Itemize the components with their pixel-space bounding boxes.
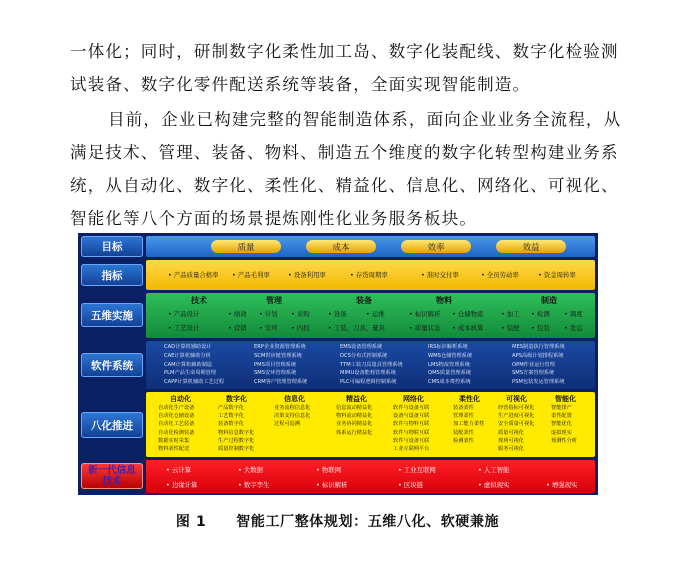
- eight-column: 柔性化 装备柔性 管理柔性 加工能力柔性 装配柔性 检测柔性: [453, 395, 485, 444]
- paragraph-1: [70, 35, 619, 101]
- eight-column: 数字化 产品数字化 工艺数字化 装备数字化 物料信息数字化 生产过程数字化 质量控制数字化: [218, 395, 255, 453]
- tech-item: • 工业互联网: [398, 466, 436, 474]
- five-item: • 绩效: [228, 310, 247, 318]
- row-panel-eight: [146, 392, 595, 457]
- five-item: • 内控: [291, 324, 310, 332]
- five-item: • 工艺设计: [168, 324, 200, 332]
- text-line: 统，从自动化、数字化、柔性化、精益化、信息化、网络化、可视化、: [70, 176, 619, 195]
- row-panel-software: [146, 341, 595, 389]
- caption-text: 智能工厂整体规划：五维八化、软硬兼施: [236, 514, 500, 530]
- row-label-index: 指标: [81, 264, 143, 286]
- software-column: ERP企业资源管理系统 SCM供应链管理系统 PMS项目管理系统 SMS安环管理系统 CRM客户管理管理系统: [254, 344, 308, 386]
- row-label-tech: 新一代信息技术: [81, 463, 143, 489]
- caption-number: 图 1: [175, 514, 207, 530]
- figure-caption: [0, 511, 675, 531]
- tech-item: • 物联网: [316, 466, 341, 474]
- five-item: • 设备: [328, 310, 347, 318]
- row-label-five: 五维实施: [81, 303, 143, 327]
- tech-item: • 云计算: [166, 466, 191, 474]
- tech-item: • 虚拟现实: [478, 481, 510, 489]
- five-group-title: 制造: [541, 296, 557, 305]
- eight-column: 自动化 自动化生产设备 自动化仓储设备 自动化工艺装备 自动化检测装备 数据实时采集 物料柔性配送: [158, 395, 195, 453]
- software-column: CAD计算机辅助设计 CAE计算机辅助分析 CAM计算机辅助制造 PLM产品生命周期管理 CAPP计算机辅助工艺过程: [164, 344, 225, 386]
- smart-factory-figure: [78, 233, 598, 495]
- eight-column: 可视化 经营指标可视化 生产进度可视化 安全质量可视化 质量可视化 现场可视化 服务可视化: [498, 395, 535, 453]
- tech-item: • 人工智能: [478, 466, 510, 474]
- five-item: • 计划: [259, 310, 278, 318]
- software-column: IRS标识解析系统 WMS仓储管理系统 LMS物流管理系统 QMS质量管理系统 CMS成本费控系统: [428, 344, 473, 386]
- row-label-eight: 八化推进: [81, 412, 143, 438]
- row-label-goal: 目标: [81, 236, 143, 257]
- software-column: MES制造执行管理系统 APS高级计划排程系统 OPM作业运行管理 SMS方案管理系统 PSM包装发运管理系统: [512, 344, 565, 386]
- five-group-title: 管理: [266, 296, 282, 305]
- paragraph-2: [70, 103, 622, 235]
- goal-pill: 成本: [306, 240, 376, 253]
- row-eight: [78, 392, 598, 457]
- index-item: • 设备利用率: [288, 271, 326, 279]
- five-item: • 运维: [366, 310, 385, 318]
- five-item: • 调度: [564, 310, 583, 318]
- eight-column: 网络化 软件与设备互联 设备与设备互联 软件与物料互联 软件与物联互联 软件与设备互联 工业互联网平台: [393, 395, 430, 453]
- row-five-dimensions: [78, 293, 598, 338]
- tech-item: • 标识解析: [316, 481, 348, 489]
- five-group-title: 装备: [356, 296, 372, 305]
- five-item: • 成本核算: [452, 324, 484, 332]
- row-panel-tech: [146, 460, 595, 493]
- eight-column: 智能化 智能排产 柔性配置 智能优化 虚拟现实 预测性分析: [551, 395, 577, 444]
- five-item: • 加工: [501, 310, 520, 318]
- index-item: • 产品毛利率: [232, 271, 270, 279]
- row-index: [78, 260, 598, 290]
- five-item: • 检测: [531, 310, 550, 318]
- index-item: • 资金周转率: [538, 271, 576, 279]
- software-column: EMS设备管理系统 DCS分布式控制系统 TTM工装刀具量具管理系统 MIMU设备能耗管理系统 PLC可编程逻辑控制系统: [340, 344, 403, 386]
- text-line: 目前，企业已构建完整的智能制造体系，面向企业业务全流程，从: [108, 110, 622, 129]
- five-item: • 营销: [228, 324, 247, 332]
- goal-pill: 效益: [496, 240, 566, 253]
- row-panel-index: [146, 260, 595, 290]
- five-item: • 包装: [531, 324, 550, 332]
- eight-column: 信息化 业务流程信息化 决策支持信息化 过程可追溯: [274, 395, 311, 428]
- eight-column: 精益化 信息流动精益化 物料流动精益化 业务协同精益化 体系运行精益化: [336, 395, 373, 436]
- row-tech: [78, 460, 598, 493]
- text-line: 试装备、数字化零件配送系统等装备，全面实现智能制造。: [70, 75, 531, 94]
- text-line: 满足技术、管理、装备、物料、制造五个维度的数字化转型构建业务系: [70, 143, 619, 162]
- five-group-title: 物料: [436, 296, 452, 305]
- five-item: • 标识解析: [409, 310, 441, 318]
- five-item: • 采购: [291, 310, 310, 318]
- row-label-software: 软件系统: [81, 353, 143, 377]
- five-item: • 发运: [564, 324, 583, 332]
- index-item: • 产品质量合格率: [168, 271, 219, 279]
- row-goal: [78, 236, 598, 257]
- index-item: • 准时交付率: [421, 271, 459, 279]
- five-item: • 质量状态: [409, 324, 441, 332]
- five-item: • 仓储物流: [452, 310, 484, 318]
- row-software: [78, 341, 598, 389]
- tech-item: • 增强现实: [546, 481, 578, 489]
- tech-item: • 大数据: [238, 466, 263, 474]
- row-panel-goal: [146, 236, 595, 257]
- tech-item: • 数字孪生: [238, 481, 270, 489]
- text-line: 一体化；同时，研制数字化柔性加工岛、数字化装配线、数字化检验测: [70, 42, 619, 61]
- text-line: 智能化等八个方面的场景提炼刚性化业务服务板块。: [70, 209, 478, 228]
- index-item: • 全员劳动率: [481, 271, 519, 279]
- tech-item: • 区块链: [398, 481, 423, 489]
- five-item: • 装配: [501, 324, 520, 332]
- index-item: • 存货周期率: [350, 271, 388, 279]
- five-group-title: 技术: [191, 296, 207, 305]
- goal-pill: 效率: [401, 240, 471, 253]
- goal-pill: 质量: [211, 240, 281, 253]
- tech-item: • 边缘计算: [166, 481, 198, 489]
- row-panel-five: [146, 293, 595, 338]
- five-item: • 安环: [259, 324, 278, 332]
- five-item: • 工装、刀具、量具: [328, 324, 385, 332]
- five-item: • 产品设计: [168, 310, 200, 318]
